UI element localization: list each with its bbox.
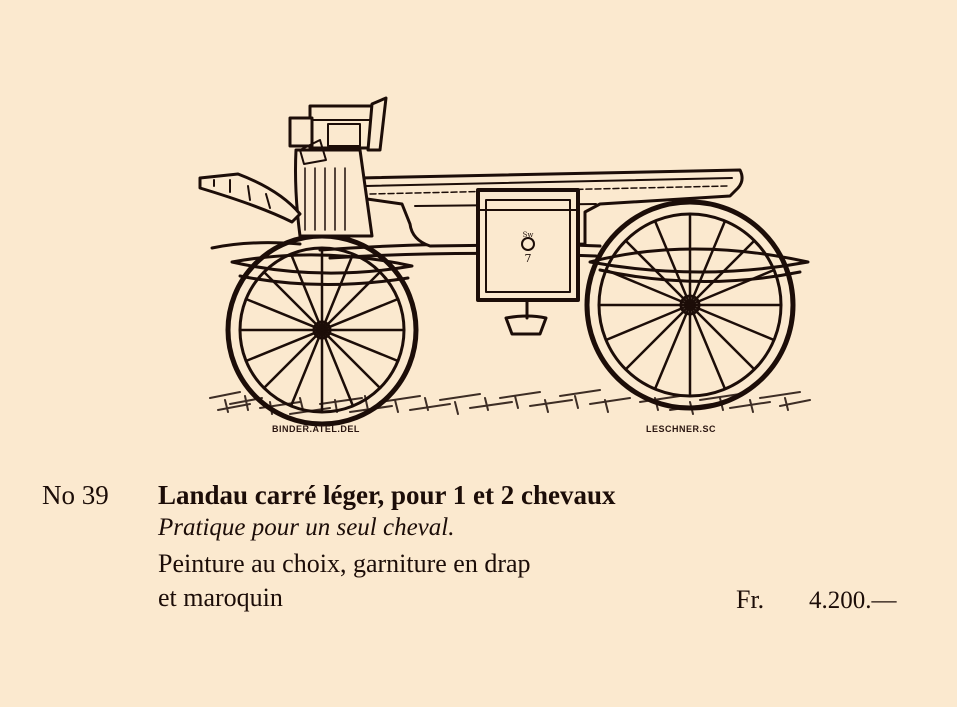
item-title: Landau carré léger, pour 1 et 2 chevaux — [158, 480, 616, 510]
catalog-number: No 39 — [42, 480, 109, 510]
front-boot — [200, 150, 372, 236]
door-monogram-bottom: 7 — [524, 252, 532, 265]
artist-credit: BINDER.ATEL.DEL — [272, 424, 360, 434]
price-label: Fr. — [736, 585, 765, 614]
rear-wheel — [587, 202, 793, 408]
front-wheel — [228, 236, 416, 424]
item-description-line2: et maroquin — [158, 583, 283, 612]
item-subtitle: Pratique pour un seul cheval. — [158, 514, 455, 541]
door-monogram-top: Sw — [522, 231, 534, 239]
item-description-line1: Peinture au choix, garniture en drap — [158, 549, 531, 578]
engraver-credit: LESCHNER.SC — [646, 424, 717, 434]
price-value: 4.200.— — [809, 587, 897, 614]
